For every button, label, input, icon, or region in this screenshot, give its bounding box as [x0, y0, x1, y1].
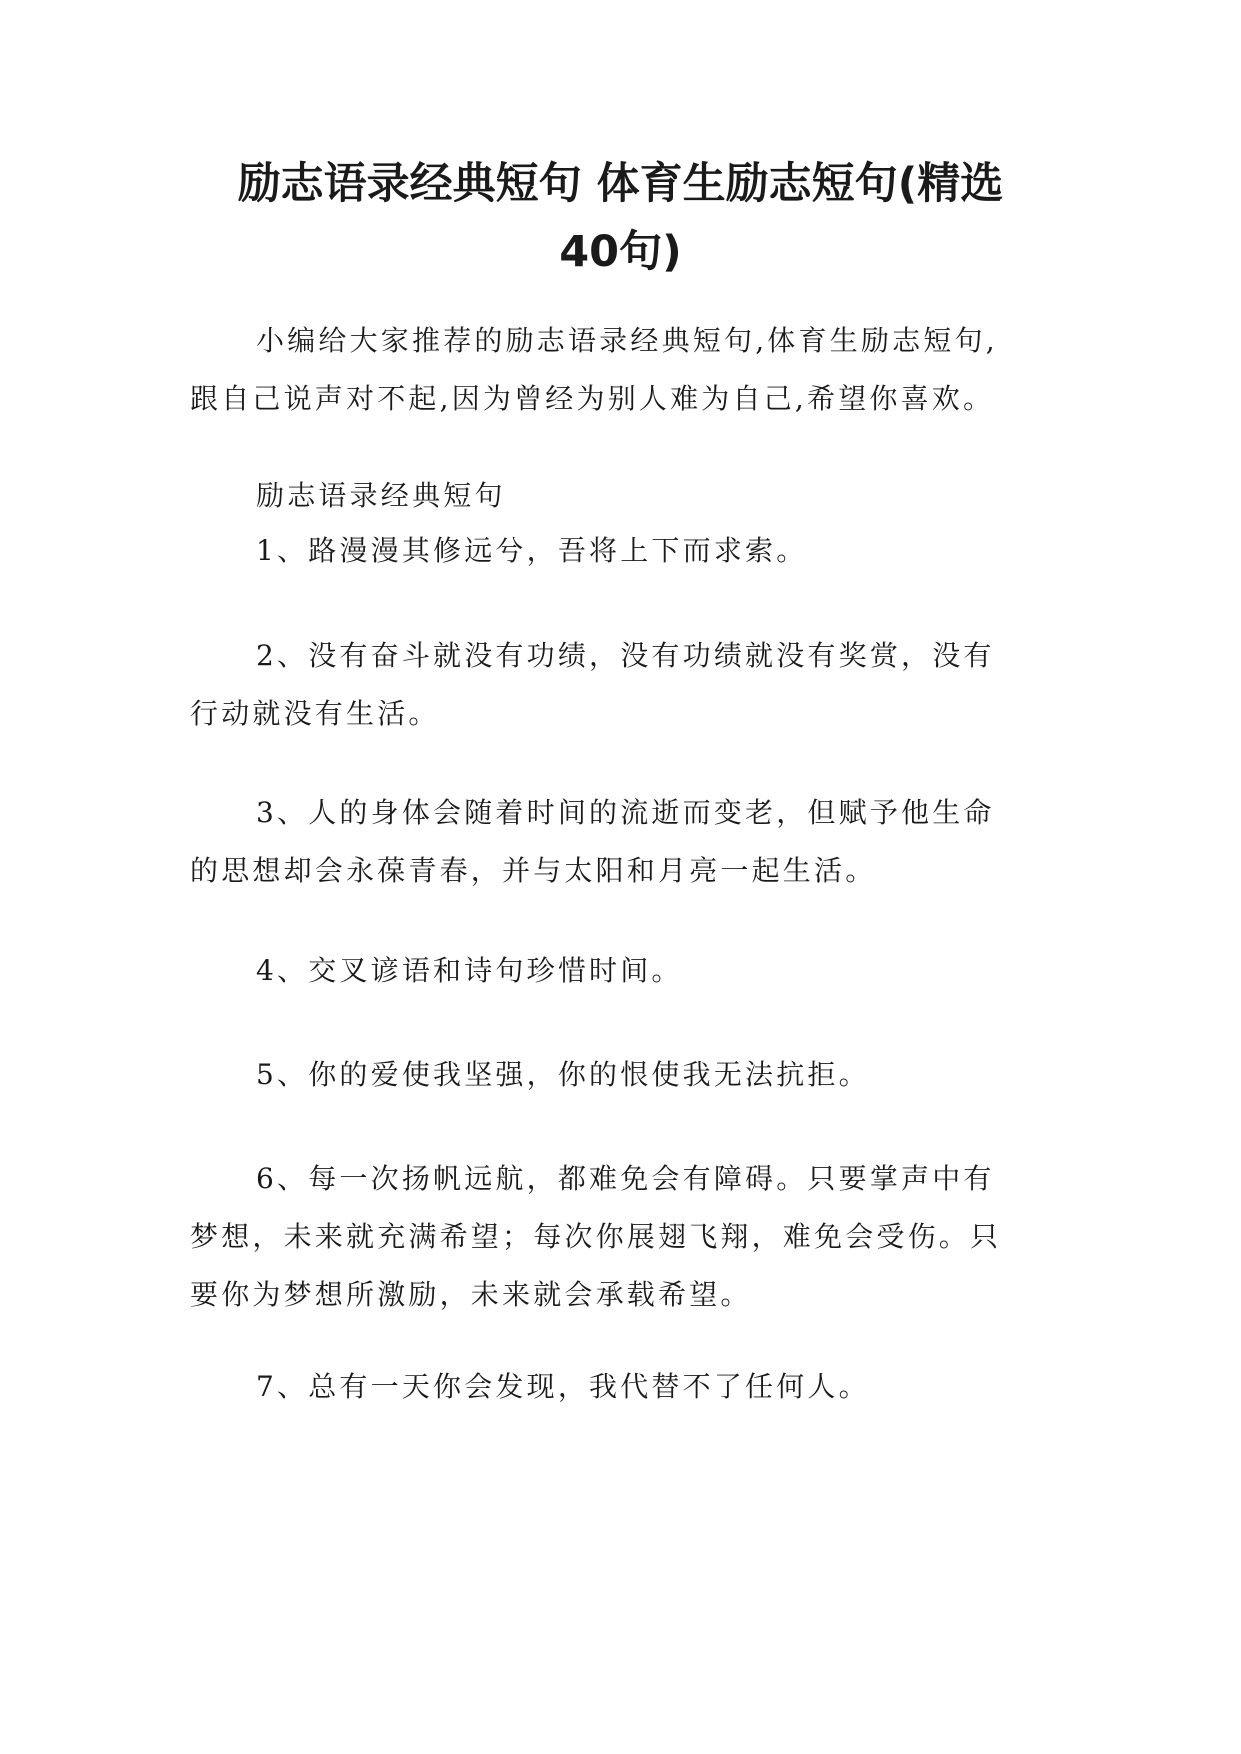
section-heading: 励志语录经典短句 — [256, 479, 506, 512]
intro-line-2: 跟自己说声对不起,因为曾经为别人难为自己,希望你喜欢。 — [190, 382, 995, 415]
list-item-2: 2、没有奋斗就没有功绩，没有功绩就没有奖赏，没有 行动就没有生活。 — [190, 639, 995, 730]
list-item-1: 1、路漫漫其修远兮，吾将上下而求索。 — [256, 534, 808, 567]
intro-line-1: 小编给大家推荐的励志语录经典短句,体育生励志短句, — [256, 324, 998, 357]
title-line-2: 40句) — [559, 227, 682, 277]
list-item-6: 6、每一次扬帆远航，都难免会有障碍。只要掌声中有 梦想，未来就充满希望；每次你展翅飞翔，难免会受伤。只 要你为梦想所激励，未来就会承载希望。 — [190, 1162, 1002, 1311]
title-line-1: 励志语录经典短句 体育生励志短句(精选 — [237, 159, 1004, 209]
document-title — [150, 150, 1091, 286]
list-item-5: 5、你的爱使我坚强，你的恨使我无法抗拒。 — [256, 1058, 870, 1091]
list-item-4: 4、交叉谚语和诗句珍惜时间。 — [256, 954, 683, 987]
list-item-3: 3、人的身体会随着时间的流逝而变老，但赋予他生命 的思想却会永葆青春，并与太阳和月亮一起生活。 — [190, 796, 995, 887]
list-item-7: 7、总有一天你会发现，我代替不了任何人。 — [256, 1370, 870, 1403]
intro-paragraph — [190, 312, 1050, 428]
